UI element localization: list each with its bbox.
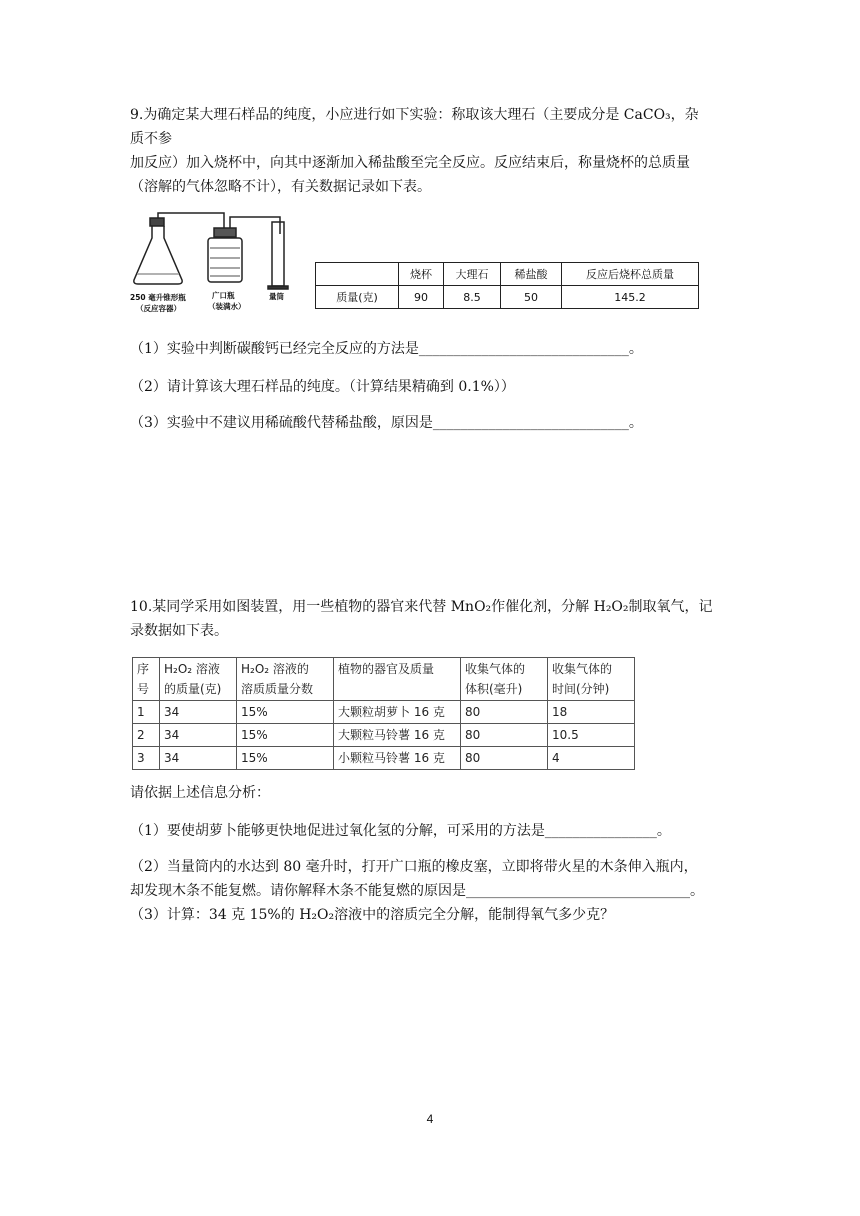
- flask-label-line1: 250 毫升锥形瓶: [130, 293, 186, 302]
- q9-line4: （溶解的气体忽略不计），有关数据记录如下表。: [130, 179, 431, 195]
- table-header-cell: 反应后烧杯总质量: [562, 263, 699, 286]
- table-header-cell: [548, 658, 635, 701]
- header-line: H₂O₂ 溶液的: [241, 662, 309, 676]
- table-cell: 2: [133, 724, 160, 747]
- cylinder-label: 量筒: [269, 292, 284, 301]
- measuring-cylinder-icon: [268, 222, 288, 289]
- header-line: 序: [137, 662, 150, 676]
- conical-flask-icon: [134, 218, 182, 284]
- header-line: 收集气体的: [552, 662, 613, 676]
- table-cell: 50: [501, 286, 562, 309]
- catalyst-data-table: [132, 657, 635, 770]
- table-cell: 15%: [237, 747, 334, 770]
- flask-label-line2: （反应容器）: [136, 304, 181, 313]
- table-header-cell: [237, 658, 334, 701]
- marble-data-table: [315, 262, 699, 309]
- q9-line2: 质不参: [130, 131, 172, 147]
- table-cell: 质量(克): [316, 286, 399, 309]
- table-cell: 145.2: [562, 286, 699, 309]
- table-row: [133, 658, 635, 701]
- table-cell: 80: [461, 701, 548, 724]
- page-number: 4: [426, 1112, 434, 1126]
- q10-sub3: （3）计算：34 克 15%的 H₂O₂溶液中的溶质完全分解，能制得氧气多少克？: [130, 907, 615, 923]
- table-cell: 34: [160, 724, 237, 747]
- table-row: [133, 724, 635, 747]
- table-cell: 90: [399, 286, 444, 309]
- table-header-cell: [461, 658, 548, 701]
- q10-sub2-line1: （2）当量筒内的水达到 80 毫升时，打开广口瓶的橡皮塞，立即将带火星的木条伸入瓶内，: [130, 859, 698, 875]
- table-header-cell: [160, 658, 237, 701]
- table-row: [316, 263, 699, 286]
- table-cell: 80: [461, 724, 548, 747]
- table-cell: 3: [133, 747, 160, 770]
- table-header-cell: [133, 658, 160, 701]
- q10-sub1: （1）要使胡萝卜能够更快地促进过氧化氢的分解，可采用的方法是________________。: [130, 823, 671, 839]
- table-header-cell: 烧杯: [399, 263, 444, 286]
- table-cell: 34: [160, 747, 237, 770]
- table-row: [133, 701, 635, 724]
- table-cell: 4: [548, 747, 635, 770]
- table-cell: 15%: [237, 701, 334, 724]
- header-line: 体积(毫升): [465, 682, 523, 696]
- table-header-cell: 稀盐酸: [501, 263, 562, 286]
- q9-line3: 加反应）加入烧杯中，向其中逐渐加入稀盐酸至完全反应。反应结束后，称量烧杯的总质量: [130, 155, 690, 171]
- table-cell: 18: [548, 701, 635, 724]
- table-header-cell: [316, 263, 399, 286]
- table-cell: 8.5: [444, 286, 501, 309]
- q10-analysis-prompt: 请依据上述信息分析：: [130, 785, 270, 801]
- table-row: [133, 747, 635, 770]
- table-cell: 15%: [237, 724, 334, 747]
- table-cell: 大颗粒马铃薯 16 克: [334, 724, 461, 747]
- experiment-apparatus-figure: [128, 212, 298, 322]
- q9-sub1: （1）实验中判断碳酸钙已经完全反应的方法是______________________________。: [130, 341, 643, 357]
- bottle-label-line2: （装满水）: [208, 302, 246, 311]
- q9-sub3: （3）实验中不建议用稀硫酸代替稀盐酸，原因是____________________________。: [130, 415, 643, 431]
- header-line: 植物的器官及质量: [338, 662, 435, 676]
- table-cell: 1: [133, 701, 160, 724]
- bottle-label-line1: 广口瓶: [212, 291, 235, 300]
- q9-sub2: （2）请计算该大理石样品的纯度。（计算结果精确到 0.1%））: [130, 379, 515, 395]
- header-line: 溶质质量分数: [241, 682, 314, 696]
- q10-line1: 10.某同学采用如图装置，用一些植物的器官来代替 MnO₂作催化剂，分解 H₂O₂制取氧气，记: [130, 599, 713, 615]
- table-header-cell: 大理石: [444, 263, 501, 286]
- table-header-cell: [334, 658, 461, 701]
- q10-sub2-line2: 却发现木条不能复燃。请你解释木条不能复燃的原因是________________________________。: [130, 883, 704, 899]
- table-cell: 大颗粒胡萝卜 16 克: [334, 701, 461, 724]
- table-cell: 小颗粒马铃薯 16 克: [334, 747, 461, 770]
- header-line: 时间(分钟): [552, 682, 610, 696]
- wide-mouth-bottle-icon: [208, 228, 242, 282]
- header-line: 收集气体的: [465, 662, 526, 676]
- table-cell: 34: [160, 701, 237, 724]
- header-line: 号: [137, 682, 150, 696]
- table-row: [316, 286, 699, 309]
- q9-line1: 9.为确定某大理石样品的纯度，小应进行如下实验：称取该大理石（主要成分是 CaCO₃，杂: [130, 107, 699, 123]
- q10-line2: 录数据如下表。: [130, 623, 228, 639]
- table-cell: 10.5: [548, 724, 635, 747]
- table-cell: 80: [461, 747, 548, 770]
- header-line: 的质量(克): [164, 682, 222, 696]
- header-line: [338, 679, 456, 699]
- header-line: H₂O₂ 溶液: [164, 662, 220, 676]
